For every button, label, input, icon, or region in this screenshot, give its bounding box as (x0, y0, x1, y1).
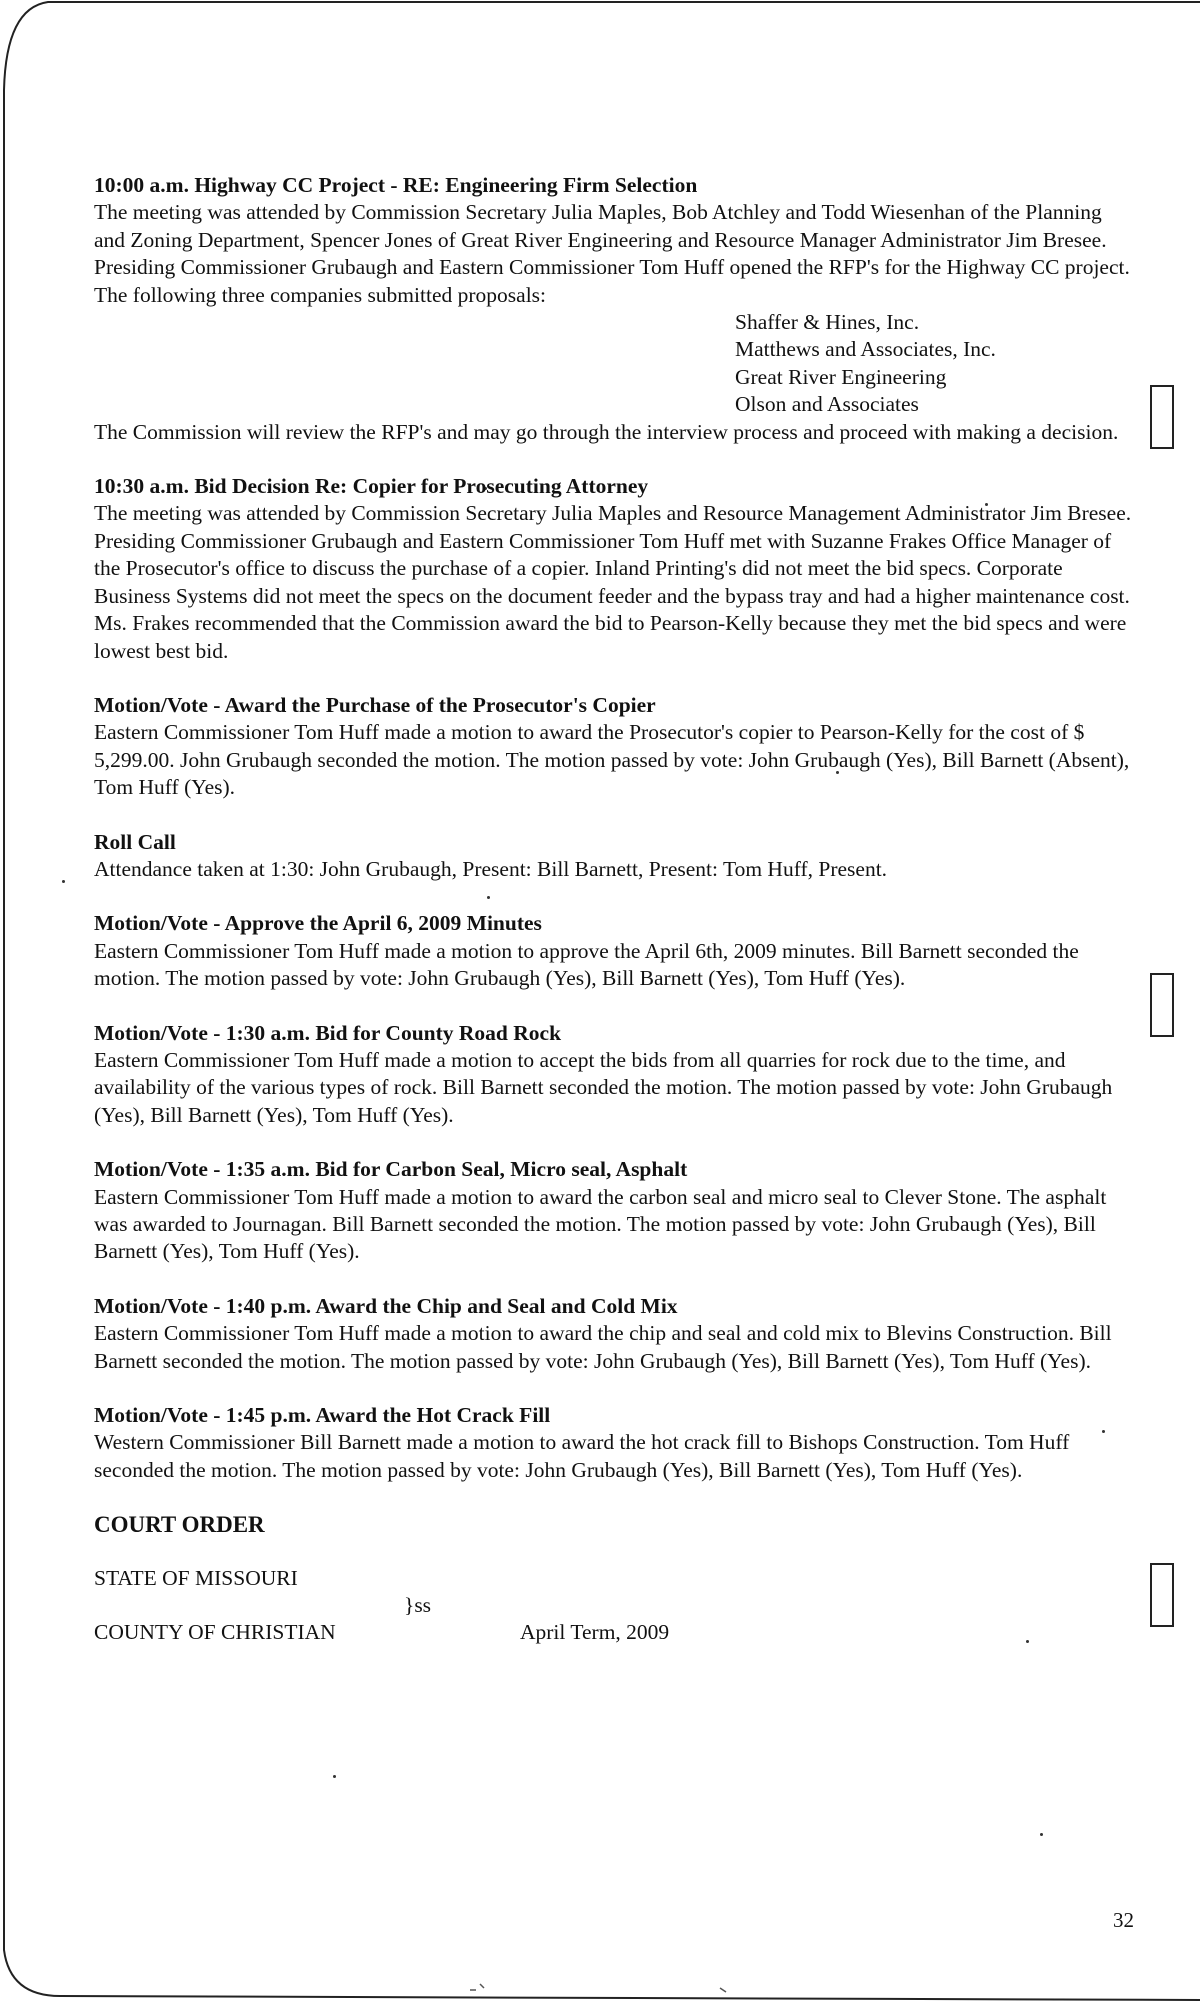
court-ss: }ss (404, 1592, 432, 1617)
margin-checkbox (1150, 385, 1174, 449)
section-paragraph: Presiding Commissioner Grubaugh and Eastern Commissioner Tom Huff opened the RFP's for the Highway CC project. The following three companies submitted proposals: (94, 255, 1130, 307)
court-order-title: COURT ORDER (94, 1512, 265, 1538)
section-heading: Motion/Vote - Approve the April 6, 2009 Minutes (94, 911, 542, 936)
list-item: Olson and Associates (735, 392, 919, 417)
scan-speck (62, 880, 65, 883)
section-paragraph: Attendance taken at 1:30: John Grubaugh, Present: Bill Barnett, Present: Tom Huff, Present. (94, 856, 888, 881)
section-heading: Motion/Vote - 1:40 p.m. Award the Chip and Seal and Cold Mix (94, 1293, 678, 1318)
section-heading: 10:00 a.m. Highway CC Project - RE: Engineering Firm Selection (94, 173, 698, 197)
court-caption-ss-row (94, 1592, 1134, 1619)
minutes-document (94, 172, 1134, 1646)
list-item: Great River Engineering (735, 364, 947, 389)
scan-speck (333, 1775, 336, 1778)
court-county: COUNTY OF CHRISTIAN (94, 1619, 336, 1644)
court-caption-state-row (94, 1565, 1134, 1592)
section-paragraph: The meeting was attended by Commission Secretary Julia Maples, Bob Atchley and Todd Wiesenhan of the Planning and Zoning Department, Spencer Jones of Great River Engineering and Resource Manager Administrator Jim Bresee. (94, 200, 1107, 252)
section-roll-call (94, 829, 1134, 884)
section-copier-motion (94, 692, 1134, 802)
list-item: Shaffer & Hines, Inc. (735, 310, 920, 335)
section-paragraph: The Commission will review the RFP's and may go through the interview process and proceed with making a decision. (94, 419, 1119, 444)
list-item: Matthews and Associates, Inc. (735, 337, 996, 362)
section-heading: Motion/Vote - Award the Purchase of the Prosecutor's Copier (94, 692, 656, 717)
section-carbon-seal (94, 1156, 1134, 1266)
section-chip-seal (94, 1293, 1134, 1375)
section-heading: Roll Call (94, 829, 176, 854)
court-state: STATE OF MISSOURI (94, 1565, 298, 1590)
section-heading: 10:30 a.m. Bid Decision Re: Copier for Prosecuting Attorney (94, 474, 649, 499)
section-paragraph: Western Commissioner Bill Barnett made a motion to award the hot crack fill to Bishops Construction. Tom Huff seconded the motion. The motion passed by vote: John Grubaugh (Yes), Bill Barnett (Yes), Tom Huff (Yes). (94, 1430, 1070, 1482)
margin-checkbox (1150, 973, 1174, 1037)
section-paragraph: Eastern Commissioner Tom Huff made a motion to approve the April 6th, 2009 minutes. Bill Barnett seconded the motion. The motion passed by vote: John Grubaugh (Yes), Bill Barnett (Yes), Tom Huff (Yes). (94, 938, 1079, 991)
section-heading: Motion/Vote - 1:30 a.m. Bid for County Road Rock (94, 1020, 562, 1045)
section-heading: Motion/Vote - 1:35 a.m. Bid for Carbon Seal, Micro seal, Asphalt (94, 1157, 688, 1182)
section-hot-crack-fill (94, 1402, 1134, 1484)
page-number: 32 (1113, 1908, 1134, 1932)
margin-checkbox (1150, 1563, 1174, 1627)
section-highway-cc (94, 172, 1134, 446)
section-paragraph: Eastern Commissioner Tom Huff made a motion to award the chip and seal and cold mix to Blevins Construction. Bill Barnett seconded the motion. The motion passed by vote: John Grubaugh (Yes), Bill Barnett (Yes), Tom Huff (Yes). (94, 1321, 1112, 1373)
section-paragraph: The meeting was attended by Commission Secretary Julia Maples and Resource Management Administrator Jim Bresee. (94, 501, 1132, 526)
court-term: April Term, 2009 (520, 1619, 670, 1644)
section-paragraph: Eastern Commissioner Tom Huff made a motion to award the carbon seal and micro seal to Clever Stone. The asphalt was awarded to Journagan. Bill Barnett seconded the motion. The motion passed by vote: John Grubaugh (Yes), Bill Barnett (Yes), Tom Huff (Yes). (94, 1184, 1107, 1264)
section-heading: Motion/Vote - 1:45 p.m. Award the Hot Crack Fill (94, 1403, 551, 1428)
section-paragraph: Presiding Commissioner Grubaugh and Eastern Commissioner Tom Huff met with Suzanne Frakes Office Manager of the Prosecutor's office to discuss the purchase of a copier. Inland Printing's did not meet the bid specs. Corporate Business Systems did not meet the specs on the document feeder and the bypass tray and had a higher maintenance cost. Ms. Frakes recommended that the Commission award the bid to Pearson-Kelly because they met the bid specs and were lowest best bid. (94, 528, 1130, 663)
company-list (735, 309, 1134, 419)
section-paragraph: Eastern Commissioner Tom Huff made a motion to accept the bids from all quarries for rock due to the time, and availability of the various types of rock. Bill Barnett seconded the motion. The motion passed by vote: John Grubaugh (Yes), Bill Barnett (Yes), Tom Huff (Yes). (94, 1047, 1113, 1127)
section-road-rock (94, 1020, 1134, 1130)
section-paragraph: Eastern Commissioner Tom Huff made a motion to award the Prosecutor's copier to Pearson-Kelly for the cost of $ 5,299.00. John Grubaugh seconded the motion. The motion passed by vote: John Grubaugh (Yes), Bill Barnett (Absent), Tom Huff (Yes). (94, 720, 1130, 800)
scan-speck (1040, 1833, 1043, 1836)
court-caption-county-row (94, 1619, 1134, 1646)
section-copier-bid (94, 473, 1134, 665)
section-approve-minutes (94, 910, 1134, 992)
